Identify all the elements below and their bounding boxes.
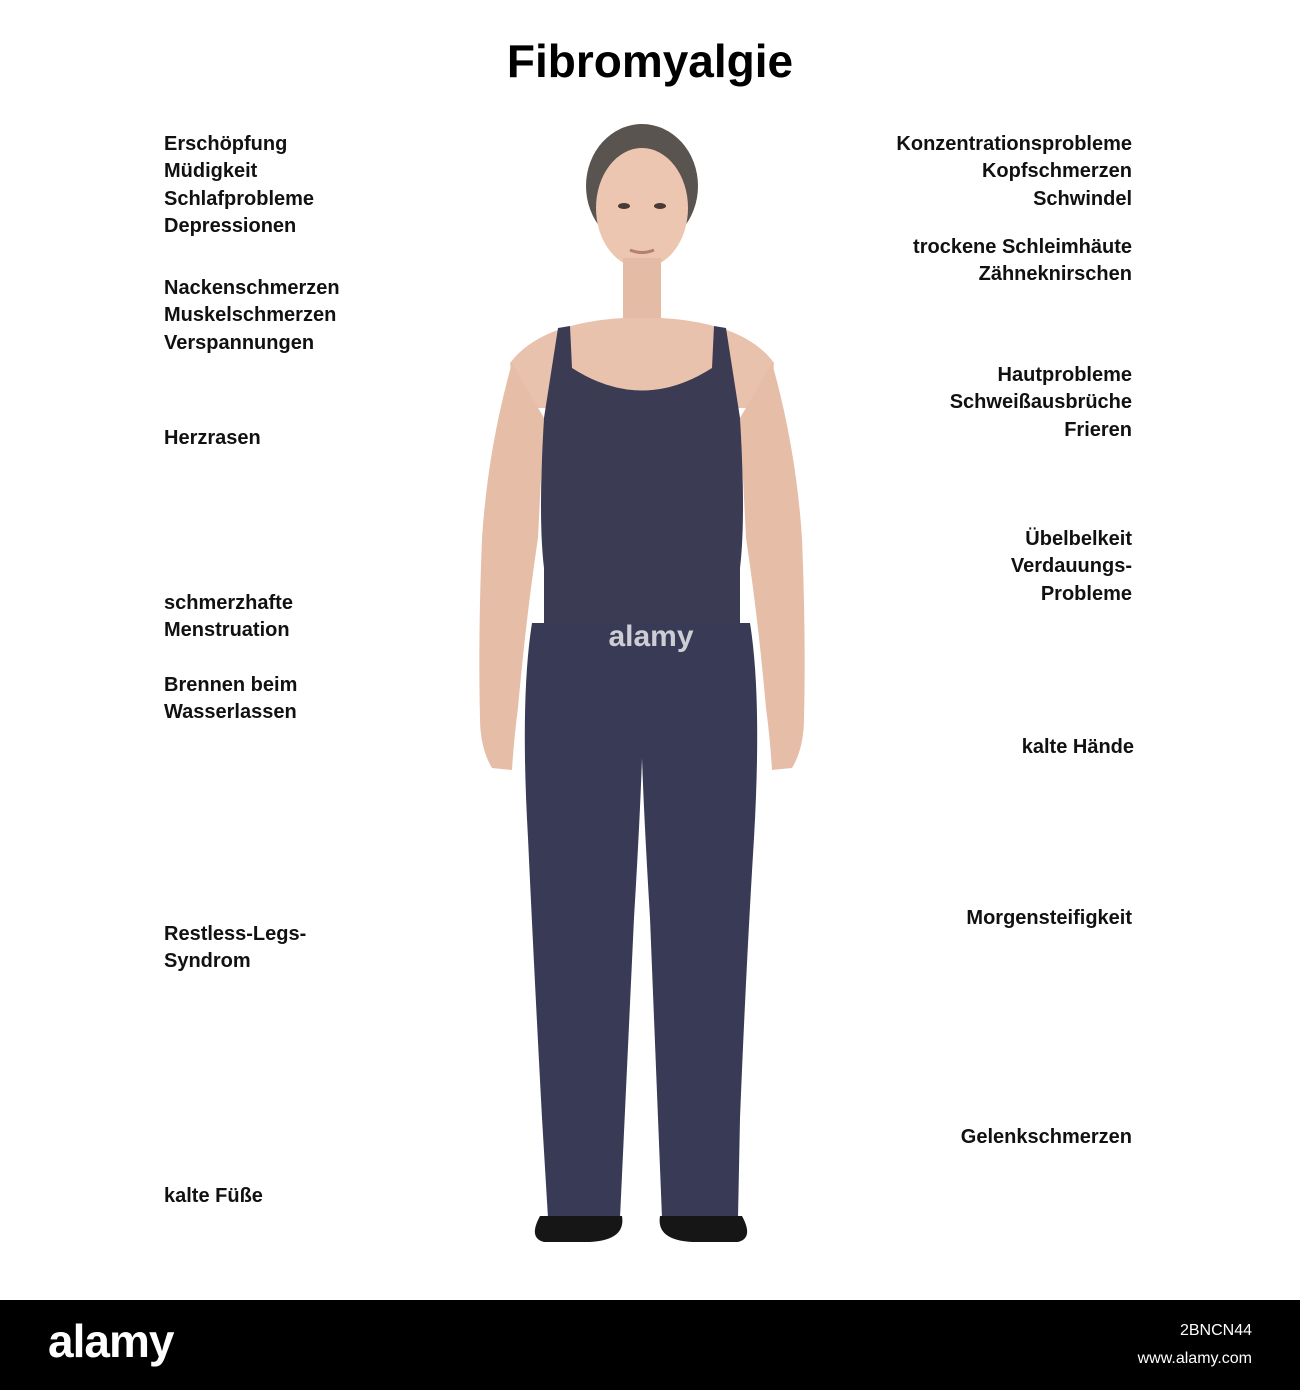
woman-figure — [440, 118, 860, 1248]
symptom-label: Verspannungen — [164, 331, 315, 354]
footer-url: www.alamy.com — [1137, 1350, 1252, 1367]
symptom-label: Syndrom — [164, 950, 251, 973]
symptom-label: Wasserlassen — [164, 701, 297, 724]
symptom-label: Hautprobleme — [997, 364, 1132, 386]
symptom-label: Erschöpfung — [164, 133, 288, 155]
symptom-label: Schwindel — [1033, 187, 1132, 210]
symptom-label: Schlafprobleme — [164, 187, 315, 210]
symptom-group-left-7 — [164, 1183, 263, 1210]
symptom-label: Herzrasen — [164, 427, 261, 449]
symptom-label: Probleme — [1040, 582, 1132, 605]
symptom-label: Muskelschmerzen — [164, 304, 337, 327]
symptom-label: kalte Hände — [1021, 736, 1134, 758]
symptom-label: Müdigkeit — [164, 160, 258, 183]
symptom-label: Frieren — [1064, 418, 1132, 441]
symptom-group-left-1 — [164, 131, 314, 241]
symptom-group-left-2 — [164, 275, 340, 357]
symptom-group-right-5 — [1022, 734, 1134, 761]
footer-bar — [0, 1300, 1300, 1390]
symptom-label: Konzentrationsprobleme — [896, 133, 1132, 155]
symptom-group-left-4 — [164, 590, 293, 645]
symptom-label: trockene Schleimhäute — [913, 236, 1132, 258]
symptom-label: Verdauungs- — [1010, 555, 1132, 578]
symptom-label: Schweißausbrüche — [949, 391, 1132, 414]
symptom-label: Menstruation — [164, 619, 290, 642]
footer-image-id: 2BNCN44 — [1179, 1322, 1252, 1339]
pants-shape — [525, 623, 757, 1218]
symptom-label: Depressionen — [164, 215, 297, 238]
symptom-label: Übelbelkeit — [1025, 528, 1132, 550]
symptom-label: Morgensteifigkeit — [966, 907, 1132, 929]
symptom-label: Zähneknirschen — [978, 263, 1132, 286]
symptom-label: schmerzhafte — [164, 592, 293, 614]
symptom-group-right-1 — [896, 131, 1132, 213]
symptom-group-right-3 — [950, 362, 1132, 444]
symptom-group-right-7 — [961, 1124, 1132, 1151]
symptom-group-right-6 — [966, 905, 1132, 932]
face-shape — [596, 148, 688, 268]
symptom-label: Kopfschmerzen — [981, 160, 1132, 183]
symptom-label: kalte Füße — [164, 1185, 263, 1207]
symptom-group-left-5 — [164, 672, 297, 727]
symptom-label: Gelenkschmerzen — [960, 1126, 1132, 1148]
symptom-group-left-6 — [164, 921, 306, 976]
watermark: alamy — [608, 620, 694, 653]
symptom-group-right-4 — [1011, 526, 1132, 608]
right-shoe-shape — [660, 1216, 748, 1242]
symptom-group-right-2 — [913, 234, 1132, 289]
symptom-label: Restless-Legs- — [164, 923, 307, 945]
left-shoe-shape — [535, 1216, 623, 1242]
symptom-label: Nackenschmerzen — [164, 277, 340, 299]
footer-logo: alamy — [48, 1315, 174, 1367]
symptom-group-left-3 — [164, 425, 261, 452]
symptom-label: Brennen beim — [164, 674, 298, 696]
page-title: Fibromyalgie — [506, 35, 794, 87]
